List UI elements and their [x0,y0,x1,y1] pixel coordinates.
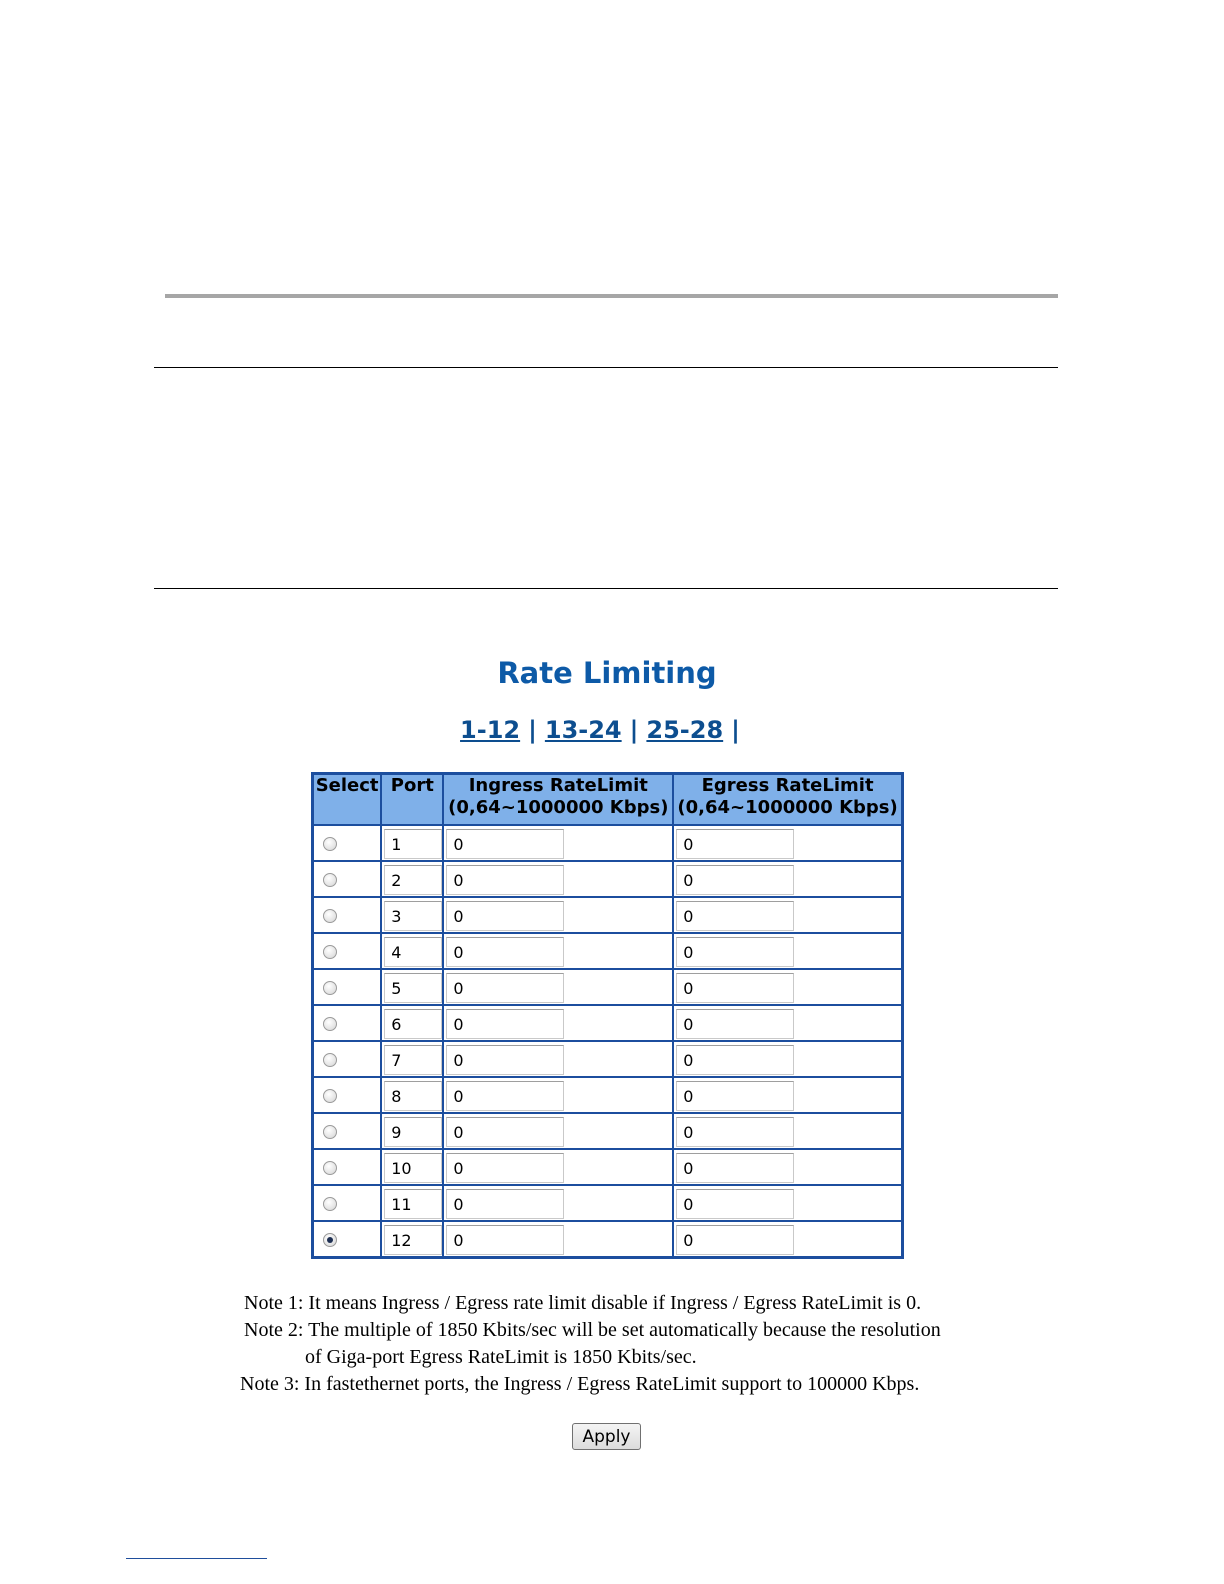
select-cell [313,933,382,969]
ingress-cell [443,1041,673,1077]
page-title: Rate Limiting [497,656,717,690]
ingress-ratelimit-input[interactable] [446,901,564,931]
select-radio[interactable] [323,909,337,923]
page-link-13-24[interactable]: 13-24 [544,716,622,744]
port-cell [381,1149,443,1185]
port-cell [381,1185,443,1221]
select-radio[interactable] [323,1053,337,1067]
port-cell [381,1221,443,1258]
egress-ratelimit-input[interactable] [676,1081,794,1111]
port-cell [381,933,443,969]
table-header-row [313,774,903,826]
select-radio[interactable] [323,1233,337,1247]
note-1: Note 1: It means Ingress / Egress rate limit disable if Ingress / Egress RateLimit is 0. [244,1292,922,1314]
port-cell [381,861,443,897]
port-field[interactable] [384,1117,442,1147]
ingress-cell [443,1005,673,1041]
port-cell [381,825,443,861]
egress-cell [673,1221,902,1258]
ingress-ratelimit-input[interactable] [446,1045,564,1075]
ingress-ratelimit-input[interactable] [446,829,564,859]
egress-ratelimit-input[interactable] [676,829,794,859]
pagination-separator: | [731,716,740,744]
select-cell [313,1221,382,1258]
port-field[interactable] [384,1153,442,1183]
note-3: Note 3: In fastethernet ports, the Ingress / Egress RateLimit support to 100000 Kbps. [240,1373,920,1395]
table-row [313,1185,903,1221]
ingress-ratelimit-input[interactable] [446,1153,564,1183]
egress-cell [673,1077,902,1113]
egress-cell [673,1005,902,1041]
header-egress-title: Egress RateLimit [701,775,874,796]
port-field[interactable] [384,1045,442,1075]
ingress-ratelimit-input[interactable] [446,865,564,895]
header-ingress [443,774,673,826]
select-radio[interactable] [323,1197,337,1211]
pagination-separator: | [629,716,639,744]
table-row [313,1041,903,1077]
egress-cell [673,861,902,897]
table-row [313,1149,903,1185]
select-cell [313,1149,382,1185]
port-field[interactable] [384,973,442,1003]
egress-cell [673,1113,902,1149]
egress-cell [673,1149,902,1185]
ingress-cell [443,897,673,933]
select-cell [313,1113,382,1149]
egress-cell [673,933,902,969]
egress-ratelimit-input[interactable] [676,1189,794,1219]
table-row [313,825,903,861]
table-row [313,1005,903,1041]
page-link-1-12[interactable]: 1-12 [460,716,521,744]
egress-ratelimit-input[interactable] [676,1153,794,1183]
ingress-cell [443,1185,673,1221]
port-cell [381,1005,443,1041]
select-radio[interactable] [323,1089,337,1103]
select-radio[interactable] [323,1161,337,1175]
note-2-continued: of Giga-port Egress RateLimit is 1850 Kbits/sec. [305,1346,697,1368]
port-field[interactable] [384,937,442,967]
table-row [313,969,903,1005]
ingress-cell [443,825,673,861]
port-pagination [0,716,1208,744]
egress-ratelimit-input[interactable] [676,1117,794,1147]
egress-ratelimit-input[interactable] [676,937,794,967]
egress-ratelimit-input[interactable] [676,1225,794,1255]
header-egress [673,774,902,826]
page-link-25-28[interactable]: 25-28 [646,716,724,744]
select-radio[interactable] [323,1125,337,1139]
ingress-cell [443,1221,673,1258]
ingress-cell [443,969,673,1005]
egress-ratelimit-input[interactable] [676,973,794,1003]
header-ingress-title: Ingress RateLimit [468,775,648,796]
ingress-cell [443,1077,673,1113]
egress-ratelimit-input[interactable] [676,1009,794,1039]
port-cell [381,1041,443,1077]
select-cell [313,1077,382,1113]
table-row [313,861,903,897]
ingress-ratelimit-input[interactable] [446,1225,564,1255]
divider-line-1 [154,367,1058,368]
port-field[interactable] [384,1081,442,1111]
apply-button[interactable]: Apply [572,1423,641,1450]
notes-section [240,1290,1000,1398]
select-radio[interactable] [323,837,337,851]
header-egress-range: (0,64~1000000 Kbps) [677,797,898,818]
port-field[interactable] [384,829,442,859]
egress-cell [673,897,902,933]
port-field[interactable] [384,1189,442,1219]
select-radio[interactable] [323,1017,337,1031]
port-cell [381,969,443,1005]
top-divider-thick [165,294,1058,298]
egress-cell [673,1041,902,1077]
select-cell [313,1041,382,1077]
header-select: Select [313,774,382,826]
port-cell [381,1113,443,1149]
ingress-ratelimit-input[interactable] [446,1081,564,1111]
select-radio[interactable] [323,981,337,995]
note-2: Note 2: The multiple of 1850 Kbits/sec will be set automatically because the resolution [244,1319,941,1341]
pagination-separator: | [528,716,537,744]
footer-link-underline [126,1558,267,1559]
ingress-cell [443,1149,673,1185]
table-row [313,1221,903,1258]
select-radio[interactable] [323,945,337,959]
header-port: Port [381,774,443,826]
egress-cell [673,825,902,861]
ingress-ratelimit-input[interactable] [446,1009,564,1039]
port-field[interactable] [384,1225,442,1255]
port-field[interactable] [384,901,442,931]
ingress-ratelimit-input[interactable] [446,973,564,1003]
egress-ratelimit-input[interactable] [676,865,794,895]
port-field[interactable] [384,865,442,895]
ingress-ratelimit-input[interactable] [446,1189,564,1219]
ingress-cell [443,1113,673,1149]
egress-cell [673,1185,902,1221]
egress-ratelimit-input[interactable] [676,1045,794,1075]
header-ingress-range: (0,64~1000000 Kbps) [448,797,669,818]
select-cell [313,861,382,897]
select-cell [313,969,382,1005]
divider-line-2 [154,588,1058,589]
table-row [313,1077,903,1113]
rate-limit-table [311,772,904,1259]
egress-ratelimit-input[interactable] [676,901,794,931]
port-cell [381,1077,443,1113]
ingress-ratelimit-input[interactable] [446,1117,564,1147]
ingress-ratelimit-input[interactable] [446,937,564,967]
select-cell [313,825,382,861]
egress-cell [673,969,902,1005]
ingress-cell [443,861,673,897]
ingress-cell [443,933,673,969]
port-cell [381,897,443,933]
select-cell [313,1005,382,1041]
select-cell [313,897,382,933]
table-row [313,1113,903,1149]
port-field[interactable] [384,1009,442,1039]
table-row [313,933,903,969]
table-row [313,897,903,933]
select-radio[interactable] [323,873,337,887]
select-cell [313,1185,382,1221]
